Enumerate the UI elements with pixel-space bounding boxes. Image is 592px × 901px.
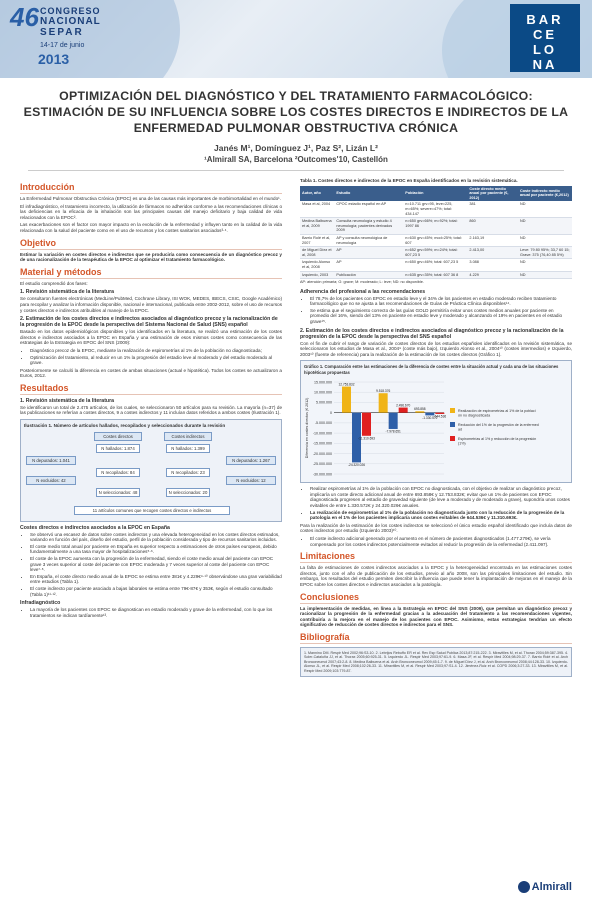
data-label: -24.320.026	[347, 462, 366, 467]
list-item: • El coste indirecto adicional generado por el aumento en el número de pacientes diagnosticados (1.477.279€), se vería compensado por los costes indirectos potencialmente evitados al reducir la progresión de la enfermedad (2.411.097).	[310, 536, 572, 547]
y-tick-label: 0	[330, 410, 332, 415]
city-part: CE	[532, 27, 558, 42]
table-header-row	[300, 186, 572, 202]
flow-diagram	[24, 432, 278, 518]
flow-box: 11 artículos comunes que recogen costes directos e indirectos	[74, 506, 230, 515]
subheading: Adherencia del profesional a las recomendaciones	[300, 288, 426, 295]
data-label: -644.536	[433, 414, 447, 419]
section-heading: Introducción	[20, 182, 282, 194]
costs-table	[300, 186, 572, 280]
table-cell: CPOC estadio español en AP	[334, 201, 403, 217]
flow-box: N seleccionados: 48	[96, 488, 140, 497]
table-row	[300, 201, 572, 217]
list-item: • Se observó una escasez de datos sobre costes indirectos y una elevada heterogeneidad en los costes directos estimados, variando en función del país, diseño del estudio, perfil de la población considerada y tipo de recursos sanitarios incluidos.	[30, 532, 282, 543]
right-column	[300, 178, 572, 680]
poster-title: OPTIMIZACIÓN DEL DIAGNÓSTICO Y DEL TRATAMIENTO FARMACOLÓGICO: ESTIMACIÓN DE SU INFLUENCIA SOBRE LOS COSTES DIRECTOS E INDIRECTOS DE LA ENFERMEDAD PULMONAR OBSTRUCTIVA CRÓNICA	[23, 89, 569, 135]
y-tick-label: -30.000.000	[312, 471, 332, 476]
section-heading: Bibliografía	[300, 632, 572, 644]
paragraph: Se identificaron un total de 2.475 artículos, de los cuales, se seleccionaron 50 artículos para su revisión. La mayoría (n=37) de las publicaciones se referían a costes directos, 9 a costes indirectos y 11 incluían datos referidos a ambos costes (Ilustración 1).	[20, 404, 282, 416]
data-label: 12.753.832	[338, 382, 355, 387]
section-heading: Limitaciones	[300, 551, 572, 563]
flow-box: Costes indirectos	[164, 432, 212, 441]
table-cell: 4.229	[467, 271, 518, 279]
almirall-logo-icon	[518, 881, 530, 893]
data-label: 693.858	[414, 406, 426, 411]
section-heading: Objetivo	[20, 238, 282, 250]
y-tick-label: 5.000.000	[316, 400, 332, 405]
table-cell: ND	[518, 218, 572, 235]
chart-bar	[399, 407, 408, 412]
subheading: 1. Revisión sistemática de la literatura	[20, 289, 114, 296]
table-cell: ND	[518, 271, 572, 279]
list-item: • El coste de la EPOC aumenta con la progresión de la enfermedad, siendo el coste medio anual del paciente con EPOC grave 3 veces superior al coste del paciente con EPOC moderada y 7 veces superior al coste del paciente con EPOC leve⁷·⁸.	[30, 556, 282, 573]
data-label: 2.496.670	[396, 403, 411, 408]
chart-bar	[379, 393, 388, 412]
table-cell: 381	[467, 201, 518, 217]
flow-box: N recopilados: 84	[96, 468, 140, 477]
y-tick-label: -10.000.000	[312, 431, 332, 436]
legend-swatch	[450, 436, 455, 441]
list-item: • La mayoría de los pacientes con EPOC se diagnostican en estadio moderado y grave de la enfermedad, con lo que los tratamientos se indican tardíamente¹³.	[30, 607, 282, 618]
city-part: LO	[532, 42, 558, 57]
table-caption: Tabla 1. Costes directos e indirectos de la EPOC en España identificados en la revisión sistemática.	[300, 178, 518, 183]
table-cell: Barrio Rolé et al, 2007	[300, 234, 334, 246]
table-cell: 2.413,00	[467, 247, 518, 259]
table-cell: AP y consulta neumológica de neumología	[334, 234, 403, 246]
figure-caption: Ilustración 1. Número de artículos hallados, recopilados y seleccionados durante la revisión	[24, 423, 226, 429]
table-cell: Izquierdo Alonso et al, 2008	[300, 259, 334, 271]
list-item: • Realizar espirometrías al 1% de la población con EPOC no diagnosticada, con el objetivo de realizar un diagnóstico precoz, implicaría un coste directo adicional anual de entre 693.858€ y 12.753.832€; evitar que un 1% de pacientes con EPOC diagnosticada progresen al estadio de gravedad siguiente (de leve a moderado y de moderado a grave), supondría unos costes evitables de entre 1.330.572€ y 24.320.026€ anuales.	[310, 486, 572, 508]
legend-label-cont: ón no diagnosticada	[458, 413, 491, 418]
data-label: -7.978.651	[385, 429, 401, 434]
y-axis-label: Diferencia en costes directos (€ 2012)	[305, 397, 309, 458]
data-label: -11.310.693	[358, 435, 375, 440]
table-cell: ND	[518, 259, 572, 271]
table-cell: Publicación	[334, 271, 403, 279]
flow-box: Costes directos	[94, 432, 142, 441]
table-cell: ND	[518, 201, 572, 217]
flow-box: N depurados: 1.041	[26, 456, 76, 465]
table-cell: n=630 grv=45%; mod=25%; total: 607	[403, 234, 467, 246]
divider	[28, 170, 564, 171]
paragraph: La implementación de medidas, en línea a la Estrategia en EPOC del SNS (2009), que permitan un diagnóstico precoz y racionalizar la progresión de la enfermedad gracias a la adecuación del tratamiento a las recomendaciones vigentes, contribuiría a la mejora en el manejo de los pacientes con EPOC. Asimismo, estas estrategias tendrían un efecto significativo de reducción de costes directos e indirectos para el SNS.	[300, 605, 572, 628]
subheading: Costes directos e indirectos asociados a la EPOC en España	[20, 524, 170, 531]
table-header: Población	[403, 186, 467, 202]
table-cell: AP	[334, 259, 403, 271]
subheading: 2. Estimación de los costes directos e indirectos asociados al diagnóstico precoz y la racionalización de la progresión de la EPOC desde la perspectiva del SNS español	[300, 327, 564, 340]
city-part: BAR	[526, 12, 564, 27]
congress-date: 14-17 de junio	[40, 42, 85, 49]
table-cell: 3.088	[467, 259, 518, 271]
flow-box: N hallados: 1.874	[96, 444, 140, 453]
y-tick-label: 10.000.000	[314, 390, 332, 395]
bibliography: 1. Mannino DM. Respir Med 2002;96:S3-10. 2. Lebrijos Rebuffo ER et al. Rev Esp Salud Publica 2013;87:215-222. 3. Miravitlles M, et al. Thorax 2004;59:387-395. 4. Soler-Cataluña JJ, et al. Thorax 2005;60:925-31. 5. Izquierdo JL. Respir Med 2003;97:61-9. 6. Masa JF, et al. Respir Med 2004;98:29-37. 7. Barrio Rolé et al. Arch Bronconeumol 2007;43:2-8. 8. Medina Balbuena et al. Arch Bronconeumol 2009;45:1-7. 9. de Miguel Díez J, et al. Arch Bronconeumol 2008;44:128-33. 10. Izquierdo-Alonso JL, et al. Respir Med 2008;102:26-33. 11. Miravitlles M, et al. Respir Med 2003;97:S1-4. 12. Jiménez-Ruiz et al. COPD 2006;3:27-33. 13. Miravitlles M, et al. Respir Med 2009;103:779-87.	[300, 647, 572, 677]
table-cell: n=652 grv=59%; m=24%; total: 607,23 5	[403, 247, 467, 259]
paragraph: Estimar la variación en costes directos e indirectos que se produciría como consecuencia de un diagnóstico precoz y de una racionalización de la terapéutica de la EPOC al optimizar el tratamiento farmacológico.	[20, 251, 282, 263]
congress-year: 2013	[38, 51, 70, 67]
flow-box: N excluidos: 42	[26, 476, 76, 485]
chart-title: Gráfico 1. Comparación entre las estimaciones de la diferencia de costes entre la situación actual y cada una de las situaciones hipotéticas propuestas	[304, 364, 559, 376]
list-item: • El coste indirecto por paciente asociado a bajas laborales se estima entre 79€-87€ y 353€, según el estudio consultado (Tabla 1)¹¹·¹².	[30, 586, 282, 597]
y-tick-label: -5.000.000	[314, 420, 332, 425]
list-item: • El coste medio total anual por paciente en España es superior respecto a estimaciones de otros países europeos, debido fundamentalmente a una tasa mayor de hospitalizaciones⁵·⁶.	[30, 544, 282, 555]
paragraph: Basado en los datos epidemiológicos disponibles y los identificados en la literatura, se realizó una estimación de los costes directos e indirectos asociados a la EPOC en España y una estimación de esos mismos costes como consecuencia de las estrategias de la Estrategia en EPOC del SNS (2009):	[20, 329, 282, 346]
paragraph: Se consultaron fuentes electrónicas (MedLine/PubMed, Cochrane Library, ISI WOK, MEDES, IBECS, CSIC, Google Académico) para recopilar y analizar la información disponible, nacional e internacional, publicada entre 2002-2012, sobre el uso de recursos y costes directos e indirectos atribuibles al manejo de la EPOC.	[20, 296, 282, 313]
bar-chart	[304, 378, 568, 478]
flow-box: N recopilados: 23	[166, 468, 210, 477]
table-header: Coste directo medio anual por paciente (€, 2012)	[467, 186, 518, 202]
chart-bar	[389, 412, 398, 428]
paragraph: La falta de estimaciones de costes indirectos asociados a la EPOC y la heterogeneidad encontrada en las estimaciones costes directos, junto con el año de publicación de los estudios, previo al año 2008, son las principales limitaciones del estudio. Sin embargo, los resultados del estudio permiten describir la influencia que puede tener la implantación de mejoras en el manejo de la EPOC sobre los costes directos e indirectos asociados a la patología.	[300, 565, 572, 587]
table-cell: AP	[334, 247, 403, 259]
table-cell: ND	[518, 234, 572, 246]
y-tick-label: 15.000.000	[314, 379, 332, 384]
y-tick-label: -20.000.000	[312, 451, 332, 456]
table-cell: Leve: 79 80 95%; 33,7 60 15; Grave: 375 (76,40 85 5%)	[518, 247, 572, 259]
list-item: • Se estima que el seguimiento correcto de las guías GOLD permitiría evitar unos costes medios anuales por paciente en promedio del 16%, siendo del 13% en paciente en estadio leve y moderado y alcanzando el 19% en pacientes en el estadio grave¹⁵.	[310, 308, 572, 325]
flow-box: N hallados: 1.399	[166, 444, 210, 453]
y-tick-label: -25.000.000	[312, 461, 332, 466]
logo-text: Almirall	[531, 880, 572, 893]
legend-label-cont: ad	[458, 427, 462, 432]
chart-bar	[342, 386, 351, 412]
list-item: • La realización de espirometrías al 1% de la población no diagnosticada junto con la reducción de la progresión de la patología en el 1% de los pacientes implicaría unos costes evitables de 644.536€ y 11.310.693€.	[310, 510, 572, 521]
congress-line2: NACIONAL	[40, 16, 101, 27]
bullet-list	[310, 536, 572, 547]
paragraph: Para la realización de la estimación de los costes indirectos se seleccionó el único estudio español identificado que incluía datos de costes indirectos por estudio (Izquierdo 2003)¹⁰.	[300, 522, 572, 534]
chart-bar	[415, 411, 424, 412]
section-heading: Conclusiones	[300, 592, 572, 604]
table-header: Estudio	[334, 186, 403, 202]
flow-box: N excluidos: 12	[226, 476, 276, 485]
affiliation: ¹Almirall SA, Barcelona ²Outcomes'10, Castellón	[204, 155, 388, 164]
table-cell: Consulta neumología y estudio 4 neumología; pacientes derivados 2009	[334, 218, 403, 235]
subheading: 1. Revisión sistemática de la literatura	[20, 397, 114, 404]
barcelona-logo	[510, 4, 580, 72]
data-label: -1.330.572	[422, 415, 438, 420]
congress-line1: CONGRESO	[40, 6, 101, 16]
bullet-list	[30, 532, 282, 598]
almirall-logo	[518, 881, 572, 893]
table-header: Autor, año	[300, 186, 334, 202]
table-row	[300, 234, 572, 246]
bullet-list	[30, 607, 282, 618]
congress-line3: SEPAR	[40, 27, 84, 38]
table-cell: Izquierdo, 2003	[300, 271, 334, 279]
list-item: • En España, el coste directo medio anual de la EPOC se estima entre 381€ y 4.229€⁹·¹⁰ observándose una gran variabilidad entre estudios (Tabla 1).	[30, 574, 282, 585]
section-heading: Material y métodos	[20, 267, 282, 279]
table-note: AP: atención primaria; G: grave; M: moderado; L: leve; ND: no disponible.	[300, 280, 424, 285]
bullet-list	[310, 486, 572, 521]
bullet-list	[30, 348, 282, 366]
city-part: NA	[532, 57, 558, 72]
table-row	[300, 218, 572, 235]
table-cell: n=10.711 grv=95, leve=225, m=65%; severe=47%; total: 434.147	[403, 201, 467, 217]
table-cell: Masa et al, 2004	[300, 201, 334, 217]
legend-label-cont: (1%)	[458, 441, 466, 446]
legend-label: Realización de espirometrías al 1% de la poblaci	[458, 408, 536, 413]
table-cell: 2.163,19	[467, 234, 518, 246]
legend-label: Reducción del 1% de la progresión de la enfermed	[458, 422, 539, 427]
flow-box: N depurados: 1.267	[226, 456, 276, 465]
table-cell: n=635 grv=35%; total: 607 36 8	[403, 271, 467, 279]
table-row	[300, 271, 572, 279]
table-cell: n=650 grv=66%; m=92%; total: 1997 86	[403, 218, 467, 235]
list-item: • El 78,7% de los pacientes con EPOC en estadio leve y el 34% de los pacientes en estadio moderado reciben tratamiento farmacológico que no se ajusta a las recomendaciones de Guías de Práctica Clínica disponibles¹⁴.	[310, 296, 572, 307]
table-cell: 860	[467, 218, 518, 235]
paragraph: Posteriormente se calculó la diferencia en costes de ambas situaciones (actual e hipotética). Todos los costes se actualizaron a Euros, 2012.	[20, 367, 282, 379]
legend-swatch	[450, 408, 455, 413]
paragraph: Con el fin de cubrir el rango de variación de costes directos de los estudios españoles identificados en la revisión sistemática, se seleccionaron los estudios de Masa et al., 2004⁹ (coste más bajo), Izquierdo Alonso et al., 2004¹⁰ (costes intermedios) e Izquierdo, 2003¹⁰ (fuente de referencia) para la realización de la estimación de los costes directos (Gráfico 1).	[300, 340, 572, 357]
left-column	[20, 178, 282, 620]
paragraph: Las exacerbaciones son el factor con mayor impacto en la evolución de la enfermedad y influyen tanto en la calidad de la vida relacionada con la salud del paciente como en el uso de recursos y los costes sanitarios asociados³·⁴.	[20, 222, 282, 233]
flow-box: N seleccionados: 20	[166, 488, 210, 497]
authors: Janés M¹, Domínguez J¹, Paz S², Lizán L²	[214, 143, 378, 153]
y-tick-label: -15.000.000	[312, 441, 332, 446]
table-cell: de Miguel Díez et al, 2008	[300, 247, 334, 259]
legend-swatch	[450, 422, 455, 427]
list-item: • Optimización del tratamiento, al reducir en un 1% la progresión del estadio leve al moderado y del estadio moderado al grave.	[30, 355, 282, 366]
header-banner	[0, 0, 592, 78]
subheading: Infradiagnóstico	[20, 600, 61, 607]
paragraph: El infradiagnóstico, el tratamiento incorrecto, la utilización de fármacos no adheridos conforme a las recomendaciones clínicas o las deficiencias en la eficacia de la inhalación son las principales causas del manejo deficitario y baja calidad de vida relacionados con la EPOC².	[20, 203, 282, 220]
bullet-list	[310, 296, 572, 325]
congress-number: 46	[10, 2, 39, 32]
section-heading: Resultados	[20, 383, 282, 395]
chart-bar	[362, 412, 371, 435]
legend-label: Espirometrías al 1% y reducción de la progresión	[458, 436, 537, 441]
table-cell: n=650 grv=46%; total: 607,23 5	[403, 259, 467, 271]
table-row	[300, 247, 572, 259]
subheading: 2. Estimación de los costes directos e indirectos asociados al diagnóstico precoz y la racionalización de la progresión de la EPOC desde la perspectiva del Sistema Nacional de Salud (SNS) español	[20, 316, 278, 329]
chart-figure	[300, 360, 572, 483]
data-label: 9.518.376	[376, 388, 391, 393]
table-header: Coste indirecto medio anual por paciente (€,2012)	[518, 186, 572, 202]
list-item: • Diagnóstico precoz de la EPOC, mediante la realización de espirometrías al 1% de la población no diagnosticada;	[30, 348, 282, 354]
table-cell: Medina Balbuena et al, 2009	[300, 218, 334, 235]
paragraph: La Enfermedad Pulmonar Obstructiva Crónica (EPOC) es una de las causas más importantes de morbimortalidad en el mundo¹.	[20, 196, 281, 201]
paragraph: El estudio comprendió dos fases:	[20, 280, 88, 286]
flow-figure	[20, 419, 282, 522]
table-row	[300, 259, 572, 271]
